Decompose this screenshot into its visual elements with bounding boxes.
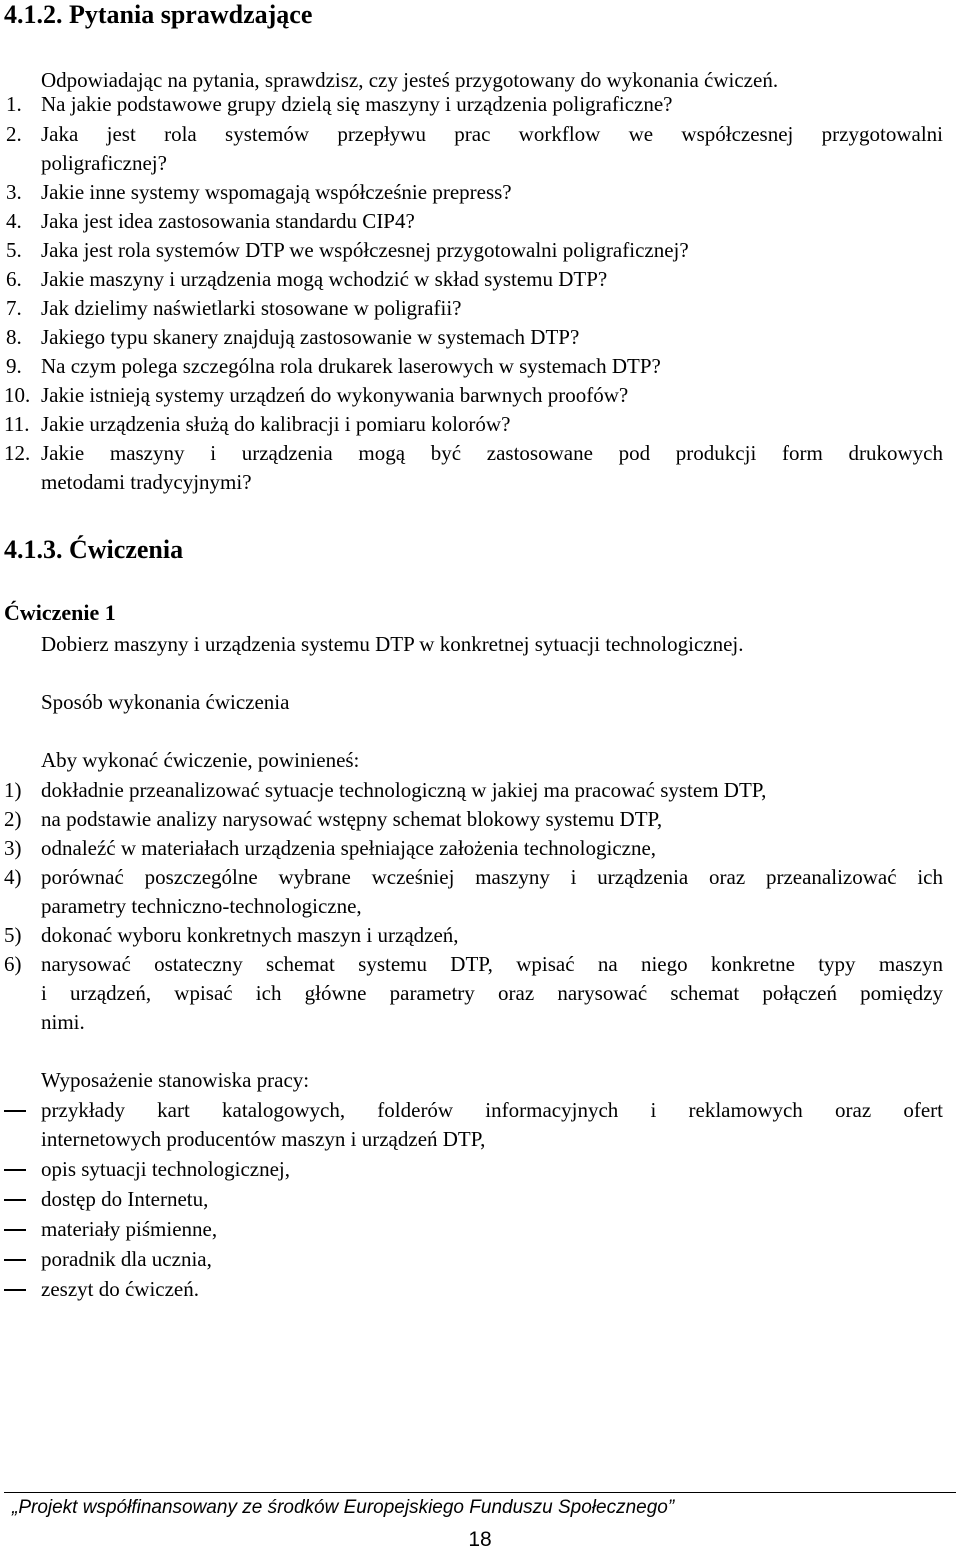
equipment-item: poradnik dla ucznia, [41,1247,212,1271]
question-text: Jakie maszyny i urządzenia mogą wchodzić w skład systemu DTP? [41,267,608,291]
question-number: 3. [6,180,22,204]
question-number: 1. [6,92,22,116]
step-text: dokonać wyboru konkretnych maszyn i urządzeń, [41,923,459,947]
question-text: Jakie maszyny i urządzenia mogą być zastosowane pod produkcji form drukowych [41,441,943,465]
equipment-item: dostęp do Internetu, [41,1187,209,1211]
equipment-item: opis sytuacji technologicznej, [41,1157,291,1181]
dash-bullet-icon [4,1229,26,1231]
step-text: na podstawie analizy narysować wstępny schemat blokowy systemu DTP, [41,807,663,831]
step-text: narysować ostateczny schemat systemu DTP, wpisać na niego konkretne typy maszyn [41,952,943,976]
question-text: Na jakie podstawowe grupy dzielą się maszyny i urządzenia poligraficzne? [41,92,673,116]
dash-bullet-icon [4,1259,26,1261]
question-number: 11. [4,412,30,436]
dash-bullet-icon [4,1110,26,1112]
equipment-item-continuation: internetowych producentów maszyn i urządzeń DTP, [41,1127,486,1151]
question-text: Jak dzielimy naświetlarki stosowane w poligrafii? [41,296,462,320]
question-text: Jakie istnieją systemy urządzeń do wykonywania barwnych proofów? [41,383,629,407]
step-text-continuation: nimi. [41,1010,85,1034]
question-number: 6. [6,267,22,291]
page-number: 18 [468,1528,492,1551]
steps-intro: Aby wykonać ćwiczenie, powinieneś: [41,748,360,772]
step-number: 4) [4,865,22,889]
question-number: 4. [6,209,22,233]
step-number: 6) [4,952,22,976]
question-text-continuation: metodami tradycyjnymi? [41,470,252,494]
step-number: 5) [4,923,22,947]
question-number: 9. [6,354,22,378]
step-text: porównać poszczególne wybrane wcześniej maszyny i urządzenia oraz przeanalizować ich [41,865,943,889]
exercise-task: Dobierz maszyny i urządzenia systemu DTP w konkretnej sytuacji technologicznej. [41,632,744,656]
question-text: Na czym polega szczególna rola drukarek laserowych w systemach DTP? [41,354,661,378]
step-number: 3) [4,836,22,860]
question-number: 10. [4,383,31,407]
step-text: dokładnie przeanalizować sytuacje technologiczną w jakiej ma pracować system DTP, [41,778,767,802]
equipment-heading: Wyposażenie stanowiska pracy: [41,1068,310,1092]
question-text: Jakie urządzenia służą do kalibracji i pomiaru kolorów? [41,412,511,436]
question-text: Jaka jest rola systemów przepływu prac workflow we współczesnej przygotowalni [41,122,943,146]
equipment-item: przykłady kart katalogowych, folderów informacyjnych i reklamowych oraz ofert [41,1098,943,1122]
step-text: odnaleźć w materiałach urządzenia spełniające założenia technologiczne, [41,836,657,860]
step-text-continuation: i urządzeń, wpisać ich główne parametry oraz narysować schemat połączeń pomiędzy [41,981,943,1005]
question-number: 8. [6,325,22,349]
question-number: 2. [6,122,22,146]
equipment-item: zeszyt do ćwiczeń. [41,1277,200,1301]
question-text: Jaka jest rola systemów DTP we współczesnej przygotowalni poligraficznej? [41,238,689,262]
dash-bullet-icon [4,1199,26,1201]
step-number: 1) [4,778,22,802]
dash-bullet-icon [4,1289,26,1291]
exercise-title: Ćwiczenie 1 [4,600,116,625]
questions-intro: Odpowiadając na pytania, sprawdzisz, czy jesteś przygotowany do wykonania ćwiczeń. [41,68,779,92]
step-text-continuation: parametry techniczno-technologiczne, [41,894,362,918]
footer-divider [4,1492,956,1493]
step-number: 2) [4,807,22,831]
question-text: Jaka jest idea zastosowania standardu CIP4? [41,209,415,233]
footer-text: „Projekt współfinansowany ze środków Europejskiego Funduszu Społecznego” [12,1497,675,1518]
question-number: 5. [6,238,22,262]
question-text-continuation: poligraficznej? [41,151,167,175]
question-text: Jakiego typu skanery znajdują zastosowanie w systemach DTP? [41,325,580,349]
question-number: 12. [4,441,31,465]
section-heading-questions: 4.1.2. Pytania sprawdzające [4,0,313,29]
question-number: 7. [6,296,22,320]
section-heading-exercises: 4.1.3. Ćwiczenia [4,535,184,564]
question-text: Jakie inne systemy wspomagają współcześnie prepress? [41,180,512,204]
method-heading: Sposób wykonania ćwiczenia [41,690,290,714]
equipment-item: materiały piśmienne, [41,1217,218,1241]
dash-bullet-icon [4,1169,26,1171]
